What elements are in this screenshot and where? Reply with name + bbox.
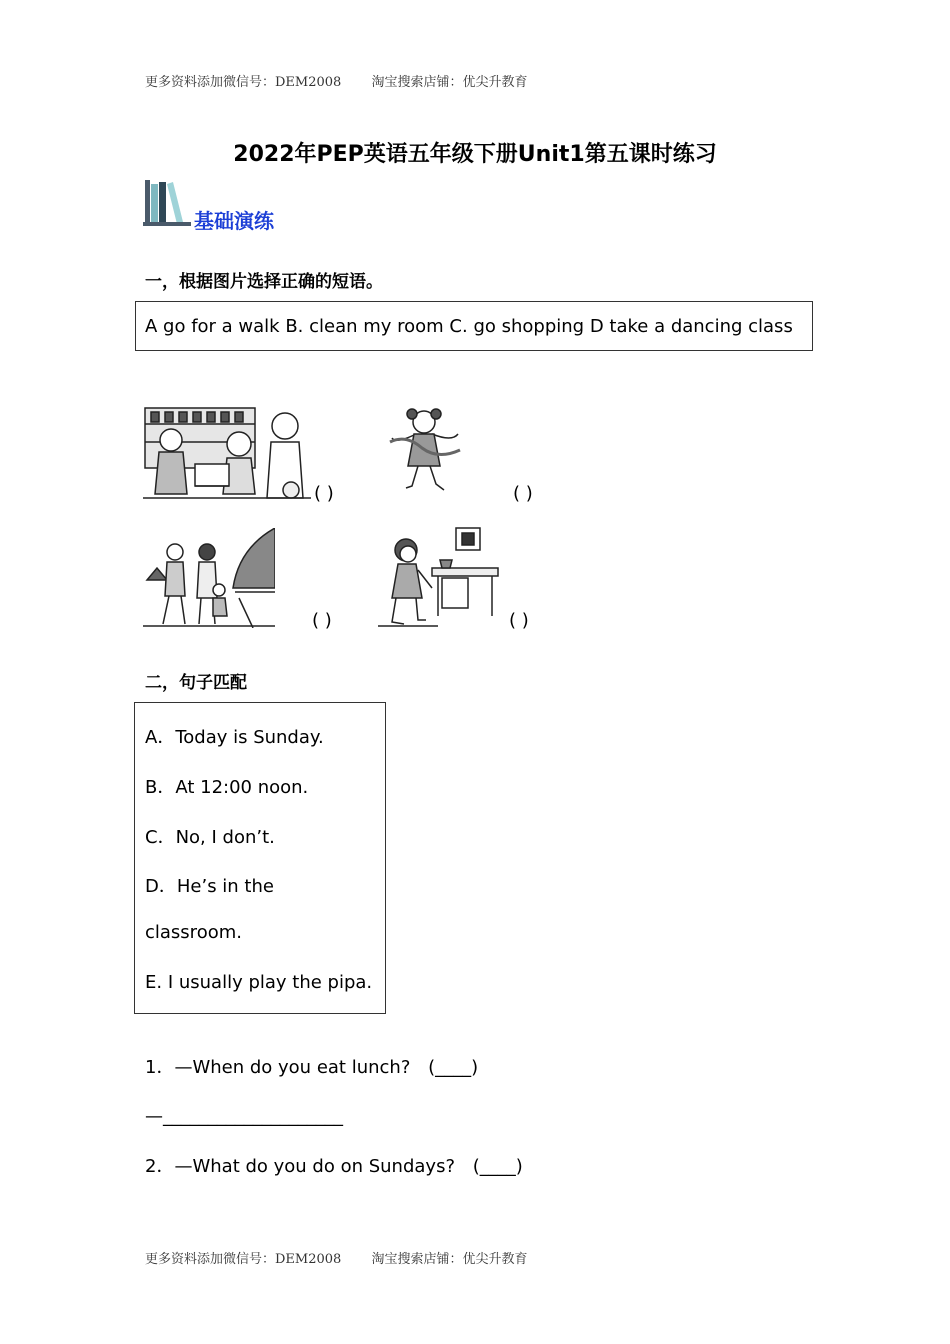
girl-cleaning-room-picture	[378, 526, 500, 630]
family-shopping-picture	[143, 404, 311, 500]
q1-blank-1[interactable]: ( )	[314, 483, 334, 504]
q1-blank-3[interactable]: ( )	[312, 610, 332, 631]
page-title: 2022年PEP英语五年级下册Unit1第五课时练习	[233, 142, 717, 167]
section-label: 基础演练	[194, 209, 274, 233]
q1-blank-4[interactable]: ( )	[509, 610, 529, 631]
q2-option-a: A．Today is Sunday.	[145, 727, 324, 748]
q1-options-box	[135, 301, 813, 351]
q2-sentence-1-blank[interactable]: (____)	[428, 1057, 479, 1078]
q2-options-box	[134, 702, 386, 1014]
q1-options-text: A go for a walk B. clean my room C. go shopping D take a dancing class	[145, 316, 793, 337]
q2-answer-line[interactable]: —____________________	[145, 1106, 343, 1127]
header-wechat: 更多资料添加微信号：DEM2008	[145, 75, 342, 90]
q2-option-b: B．At 12:00 noon.	[145, 777, 309, 798]
q2-sentence-1	[145, 1053, 478, 1079]
q2-sentence-2-blank[interactable]: (____)	[472, 1156, 523, 1177]
page-header	[145, 71, 553, 90]
q2-option-c: C．No, I don’t.	[145, 827, 275, 848]
books-icon	[143, 178, 193, 228]
footer-wechat: 更多资料添加微信号：DEM2008	[145, 1252, 342, 1267]
q2-option-d: D．He’s in the	[145, 876, 274, 897]
q2-heading: 二，句子匹配	[145, 673, 247, 693]
q2-sentence-2	[145, 1152, 523, 1178]
page-footer	[145, 1248, 553, 1267]
q1-heading: 一，根据图片选择正确的短语。	[145, 272, 383, 292]
family-walking-picture	[143, 528, 275, 628]
q2-option-d-cont: classroom.	[145, 922, 242, 943]
footer-shop: 淘宝搜索店铺：优尖升教育	[371, 1252, 528, 1267]
q1-blank-2[interactable]: ( )	[513, 483, 533, 504]
q2-option-e: E. I usually play the pipa.	[145, 972, 373, 993]
girl-dancing-picture	[386, 404, 464, 496]
q2-sentence-1-text: 1．—When do you eat lunch?	[145, 1057, 411, 1078]
q2-sentence-2-text: 2．—What do you do on Sundays?	[145, 1156, 456, 1177]
header-shop: 淘宝搜索店铺：优尖升教育	[371, 75, 528, 90]
